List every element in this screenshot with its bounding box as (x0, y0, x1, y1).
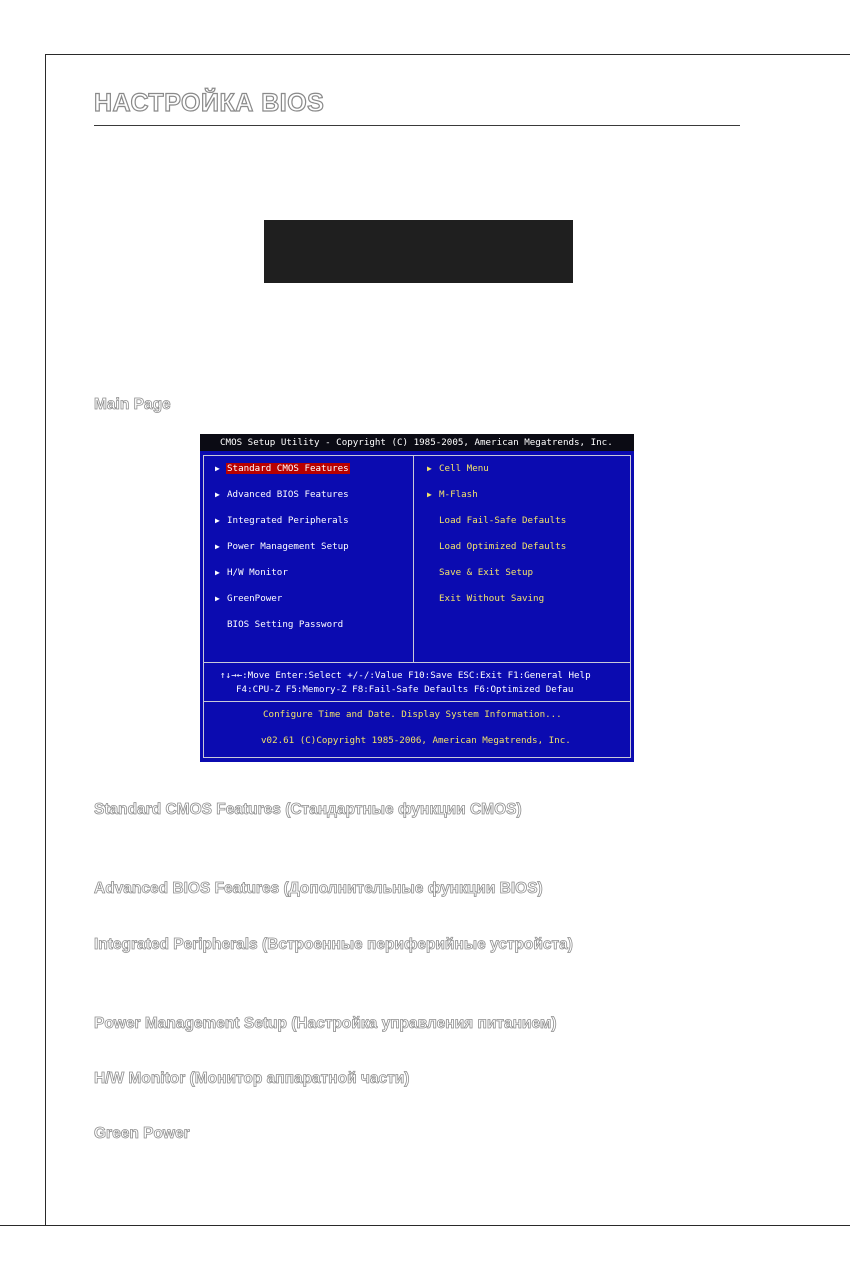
bios-menu-advanced-bios[interactable] (215, 489, 350, 501)
bios-help-line-2: F4:CPU-Z F5:Memory-Z F8:Fail-Safe Defaults F6:Optimized Defau (236, 684, 574, 695)
bios-menu-label: Cell Menu (439, 463, 489, 474)
bios-menu-save-exit[interactable] (427, 567, 534, 579)
bios-menu-label: BIOS Setting Password (227, 619, 344, 630)
section-hw-monitor: H/W Monitor (Монитор аппаратной части) (94, 1070, 410, 1087)
main-page-label: Main Page (94, 396, 171, 413)
bios-screen (200, 434, 634, 762)
bios-menu-load-failsafe[interactable] (427, 515, 567, 527)
bios-menu-greenpower[interactable] (215, 593, 283, 605)
page-frame-top (45, 54, 850, 55)
bios-version-line: v02.61 (C)Copyright 1985-2006, American Megatrends, Inc. (261, 735, 571, 746)
bios-help-line-1: ↑↓→←:Move Enter:Select +/-/:Value F10:Save ESC:Exit F1:General Help (220, 670, 591, 681)
arrow-right-icon: ▶ (215, 464, 220, 473)
bios-menu-label: GreenPower (227, 593, 283, 604)
bios-menu-label: Integrated Peripherals (227, 515, 349, 526)
page-frame-left (45, 54, 46, 1226)
bios-menu-label: Advanced BIOS Features (227, 489, 349, 500)
page-title: НАСТРОЙКА BIOS (94, 89, 325, 117)
section-green-power: Green Power (94, 1125, 190, 1142)
bios-status-line: Configure Time and Date. Display System Information... (263, 709, 562, 720)
bios-menu-label: Exit Without Saving (439, 593, 545, 604)
arrow-right-icon: ▶ (215, 542, 220, 551)
section-power-management: Power Management Setup (Настройка управления питанием) (94, 1015, 557, 1032)
bios-menu-label: Standard CMOS Features (227, 463, 349, 474)
section-standard-cmos: Standard CMOS Features (Стандартные функции CMOS) (94, 801, 522, 818)
arrow-right-icon: ▶ (215, 594, 220, 603)
bios-menu-standard-cmos[interactable] (215, 463, 350, 475)
page-frame-bottom (0, 1225, 850, 1226)
arrow-right-icon: ▶ (427, 464, 432, 473)
bios-header: CMOS Setup Utility - Copyright (C) 1985-2005, American Megatrends, Inc. (200, 434, 634, 451)
arrow-right-icon: ▶ (427, 490, 432, 499)
bios-menu-cell-menu[interactable] (427, 463, 490, 475)
bios-menu-label: Load Fail-Safe Defaults (439, 515, 567, 526)
section-integrated-peripherals: Integrated Peripherals (Встроенные периферийные устройста) (94, 936, 573, 953)
section-advanced-bios: Advanced BIOS Features (Дополнительные функции BIOS) (94, 880, 543, 897)
bios-menu-label: M-Flash (439, 489, 478, 500)
bios-menu-exit-without-saving[interactable] (427, 593, 545, 605)
title-rule (94, 125, 740, 126)
arrow-right-icon: ▶ (215, 490, 220, 499)
bios-menu-label: Power Management Setup (227, 541, 349, 552)
arrow-right-icon: ▶ (215, 516, 220, 525)
bios-menu-load-optimized[interactable] (427, 541, 567, 553)
bios-menu-label: Load Optimized Defaults (439, 541, 567, 552)
bios-column-divider (413, 456, 414, 662)
bios-menu-setting-password[interactable] (215, 619, 344, 631)
bios-menu-hw-monitor[interactable] (215, 567, 289, 579)
bios-menu-label: H/W Monitor (227, 567, 288, 578)
bios-divider-help (204, 662, 630, 663)
bios-menu-integrated-peripherals[interactable] (215, 515, 350, 527)
arrow-right-icon: ▶ (215, 568, 220, 577)
redacted-block (264, 220, 573, 283)
bios-divider-status (204, 701, 630, 702)
bios-menu-power-management[interactable] (215, 541, 350, 553)
bios-menu-label: Save & Exit Setup (439, 567, 534, 578)
bios-menu-m-flash[interactable] (427, 489, 479, 501)
